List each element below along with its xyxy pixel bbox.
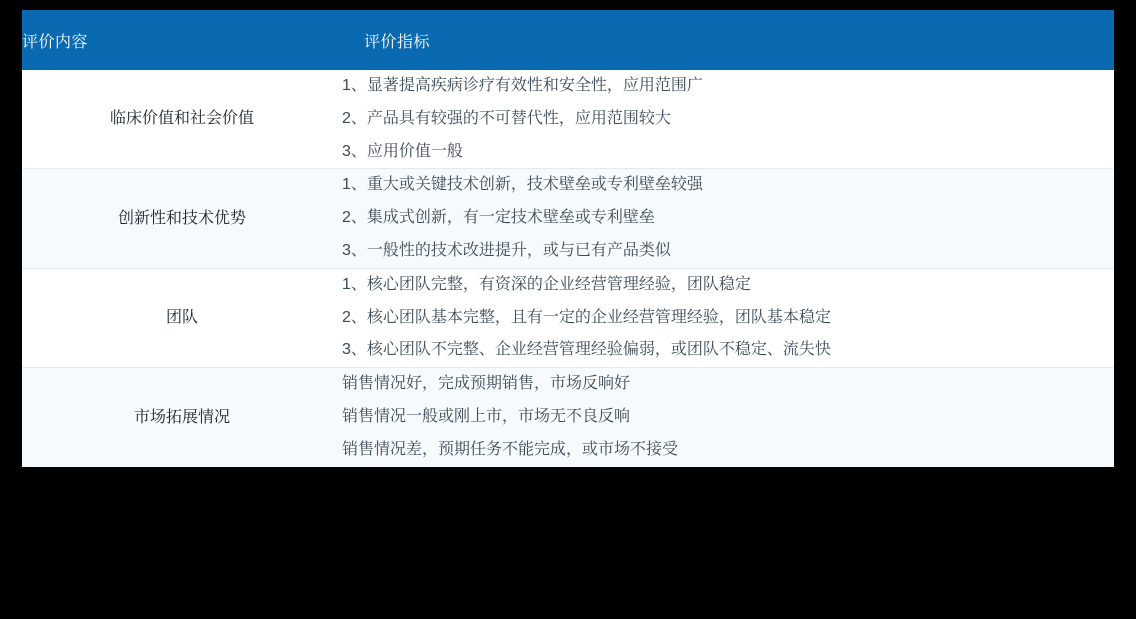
criteria-line: 1、显著提高疾病诊疗有效性和安全性，应用范围广 [342, 77, 703, 94]
row-criteria [342, 169, 1114, 268]
evaluation-table [22, 10, 1114, 467]
row-category: 市场拓展情况 [22, 368, 342, 467]
criteria-line: 销售情况差，预期任务不能完成，或市场不接受 [342, 440, 679, 458]
row-category: 临床价值和社会价值 [22, 70, 342, 169]
row-criteria [342, 70, 1114, 169]
table-body [22, 70, 1114, 467]
criteria-line: 销售情况好，完成预期销售，市场反响好 [342, 375, 631, 393]
row-criteria [342, 368, 1114, 467]
criteria-line: 3、一般性的技术改进提升，或与已有产品类似 [342, 241, 671, 259]
column-header-index: 评价指标 [342, 10, 1114, 70]
criteria-line: 2、核心团队基本完整，且有一定的企业经营管理经验，团队基本稳定 [342, 308, 831, 326]
row-category: 团队 [22, 268, 342, 367]
row-category: 创新性和技术优势 [22, 169, 342, 268]
column-header-content: 评价内容 [22, 10, 342, 70]
criteria-line: 2、集成式创新，有一定技术壁垒或专利壁垒 [342, 209, 655, 227]
criteria-line: 3、核心团队不完整、企业经营管理经验偏弱，或团队不稳定、流失快 [342, 341, 831, 359]
row-criteria [342, 268, 1114, 367]
table-header [22, 10, 1114, 70]
criteria-line: 3、应用价值一般 [342, 142, 463, 160]
evaluation-table-container [22, 10, 1114, 467]
table-row [22, 368, 1114, 467]
criteria-line: 1、重大或关键技术创新，技术壁垒或专利壁垒较强 [342, 176, 703, 194]
table-header-row [22, 10, 1114, 70]
table-row [22, 169, 1114, 268]
criteria-line: 2、产品具有较强的不可替代性，应用范围较大 [342, 109, 671, 127]
table-row [22, 268, 1114, 367]
criteria-line: 1、核心团队完整，有资深的企业经营管理经验，团队稳定 [342, 275, 751, 293]
table-row [22, 70, 1114, 169]
criteria-line: 销售情况一般或刚上市，市场无不良反响 [342, 407, 631, 425]
